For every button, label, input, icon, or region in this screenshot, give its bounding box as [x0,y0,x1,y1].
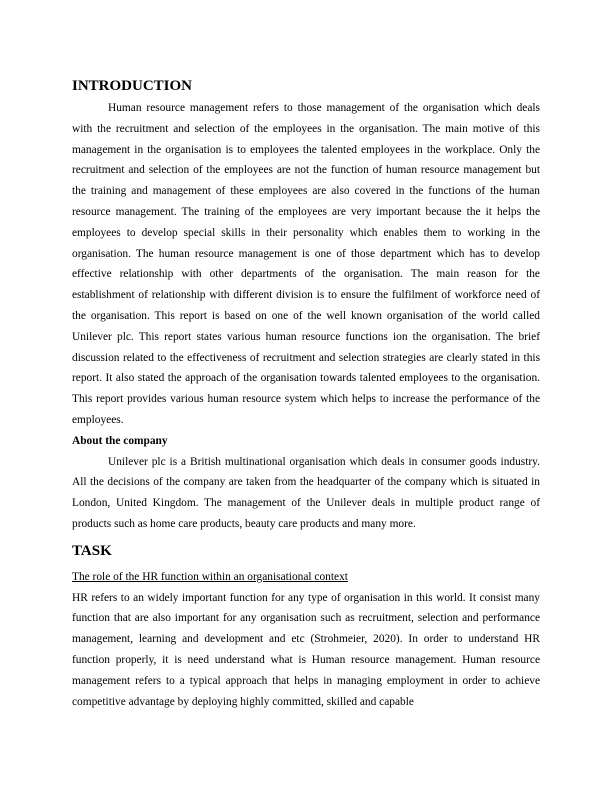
about-company-heading: About the company [72,434,168,447]
hr-role-paragraph: HR refers to an widely important function for any type of organisation in this world. It consist many function that are also important for any organisation such as recruitment, selection and performance management, learning and development and etc (Strohmeier, 2020). In order to understand HR function properly, it is need understand what is Human resource management. Human resource management refers to a typical approach that helps in managing employment in order to achieve competitive advantage by deploying highly committed, skilled and capable [72,591,540,708]
introduction-paragraph: Human resource management refers to those management of the organisation which deals with the recruitment and selection of the employees in the organisation. The main motive of this management in the organisation is to employees the talented employees in the workplace. Only the recruitment and selection of the employees are not the function of human resource management but the training and management of these employees are also covered in the functions of the human resource management. The training of the employees are very important because the it helps the employees to develop special skills in their personality which enables them to working in the organisation. The human resource management is one of those department which has to develop effective relationship with other departments of the organisation. The main reason for the establishment of relationship with different division is to ensure the fulfilment of workforce need of the organisation. This report is based on one of the well known organisation of the world called Unilever plc. This report states various human resource functions ion the organisation. The brief discussion related to the effectiveness of recruitment and selection strategies are clearly stated in this report. It also stated the approach of the organisation towards talented employees to the organisation. This report provides various human resource system which helps to increase the performance of the employees. [72,102,540,426]
about-company-paragraph: Unilever plc is a British multinational organisation which deals in consumer goods industry. All the decisions of the company are taken from the headquarter of the company which is situated in London, United Kingdom. The management of the Unilever deals in multiple product range of products such as home care products, beauty care products and many more. [72,455,540,530]
document-page [72,76,540,712]
hr-role-subheading: The role of the HR function within an organisational context [72,570,348,583]
task-heading: TASK [72,542,112,559]
introduction-heading: INTRODUCTION [72,78,193,94]
